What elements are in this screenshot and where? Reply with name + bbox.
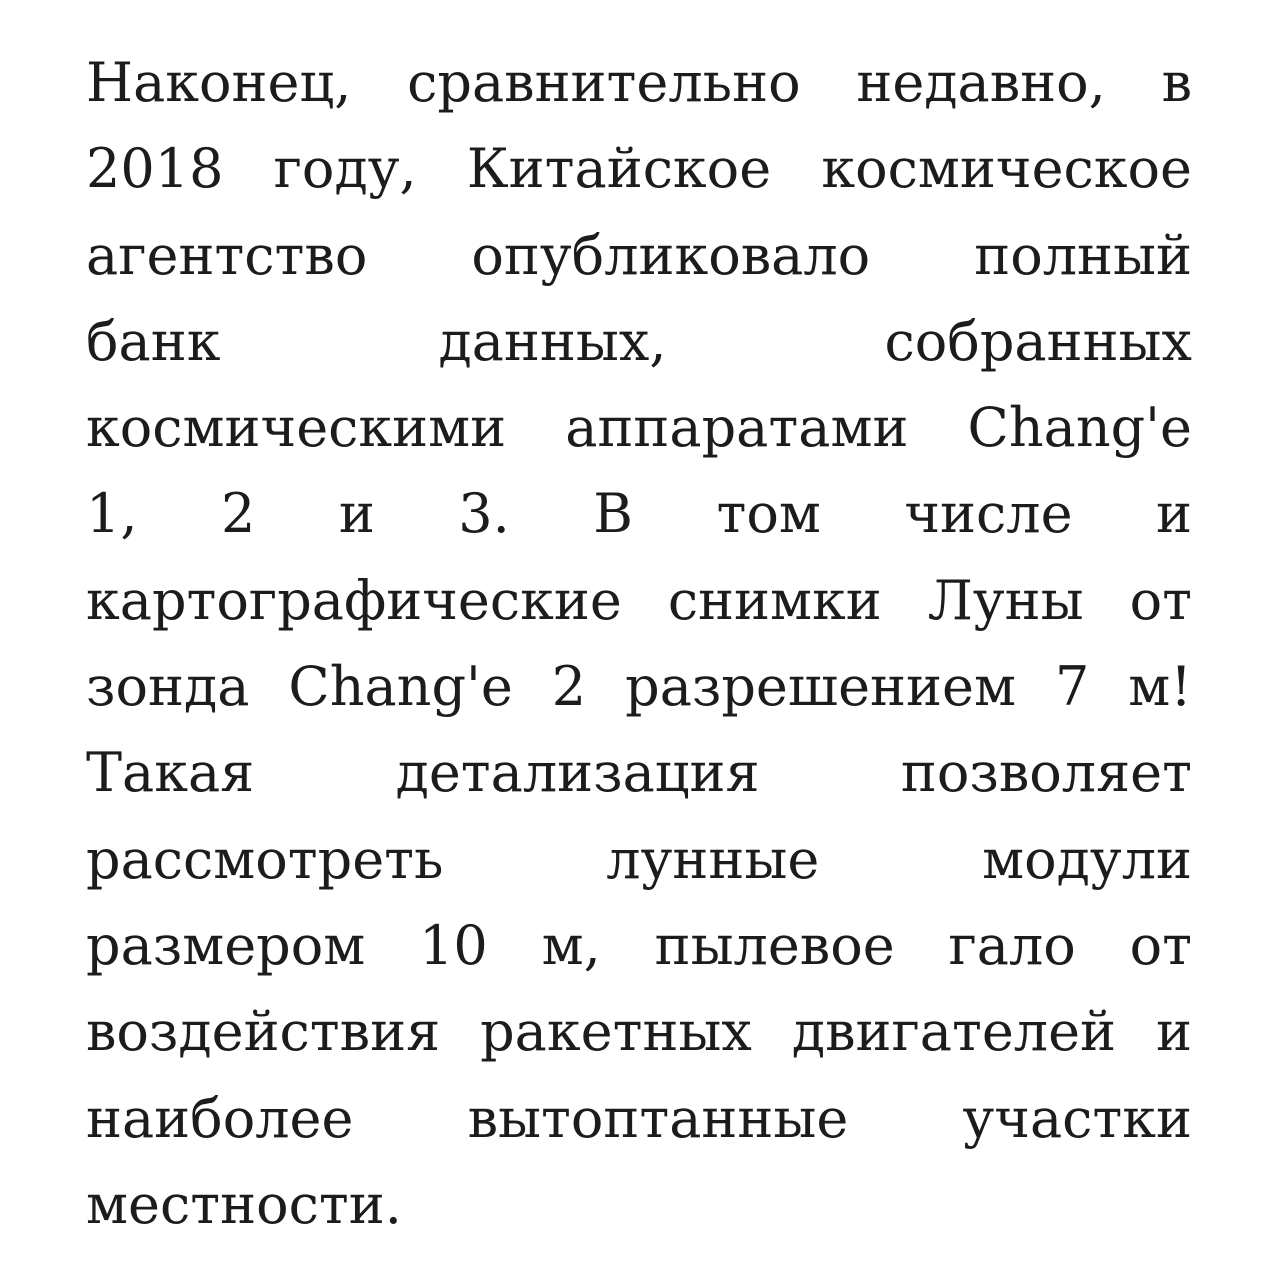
paragraph-line: картографические снимки Луны от <box>86 568 1192 632</box>
paragraph-line: 1, 2 и 3. В том числе и <box>86 482 1192 546</box>
paragraph-line: агентство опубликовало полный <box>86 223 1192 287</box>
paragraph-line: воздействия ракетных двигателей и <box>86 1000 1192 1064</box>
paragraph-line: рассмотреть лунные модули <box>86 827 1192 891</box>
paragraph-line: Наконец, сравнительно недавно, в <box>86 51 1192 114</box>
paragraph-line: зонда Chang'e 2 разрешением 7 м! <box>86 655 1192 719</box>
article-paragraph <box>86 40 1192 1248</box>
paragraph-line: местности. <box>86 1172 402 1236</box>
paragraph-line: размером 10 м, пылевое гало от <box>86 913 1192 977</box>
paragraph-line: наиболее вытоптанные участки <box>86 1086 1192 1150</box>
paragraph-line: 2018 году, Китайское космическое <box>86 137 1192 201</box>
paragraph-line: Такая детализация позволяет <box>86 741 1192 805</box>
paragraph-line: банк данных, собранных <box>86 309 1192 373</box>
paragraph-line: космическими аппаратами Chang'e <box>86 396 1192 460</box>
